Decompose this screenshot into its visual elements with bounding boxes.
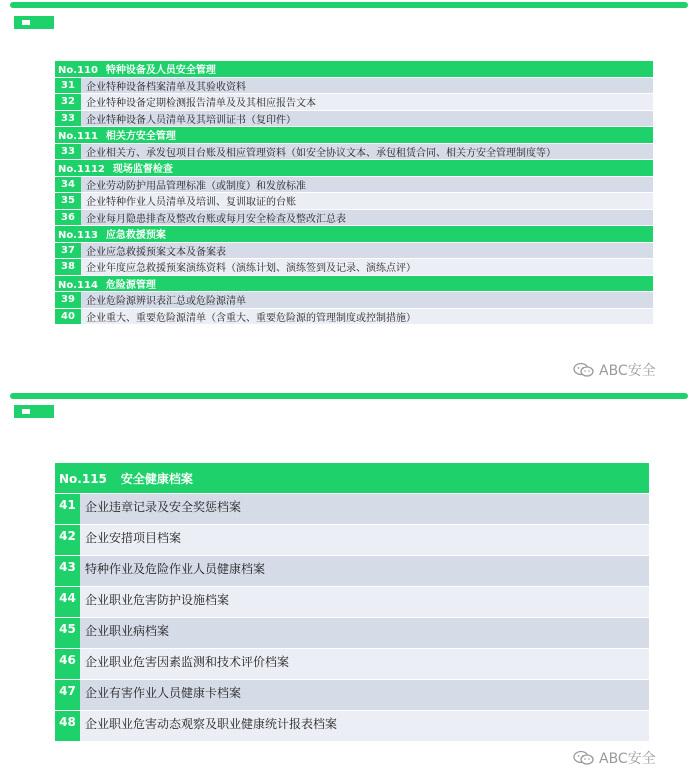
table-row: [55, 193, 653, 209]
item-number: 36: [55, 210, 81, 226]
section-number: No.114: [58, 279, 98, 291]
section-number: No.111: [58, 131, 98, 143]
item-text: 企业职业病档案: [80, 618, 649, 648]
checklist-table-2: [55, 462, 649, 742]
item-text: 企业特种设备人员清单及其培训证书（复印件）: [81, 111, 653, 127]
table-row: [55, 309, 653, 325]
top-green-bar: [10, 2, 688, 8]
table-row: [55, 243, 653, 259]
table-row: [55, 78, 653, 94]
table-row: [55, 525, 649, 555]
item-number: 40: [55, 309, 81, 325]
item-text: 企业危险源辨识表汇总或危险源清单: [81, 292, 653, 308]
item-text: 企业特种作业人员清单及培训、复训取证的台账: [81, 193, 653, 209]
section-header: [55, 127, 653, 143]
item-text: 企业劳动防护用品管理标准（或制度）和发放标准: [81, 177, 653, 193]
wechat-icon: [573, 750, 595, 766]
item-number: 43: [55, 556, 80, 586]
table-row: [55, 618, 649, 648]
item-text: 企业违章记录及安全奖惩档案: [80, 494, 649, 524]
table-row: [55, 556, 649, 586]
item-number: 35: [55, 193, 81, 209]
item-number: 41: [55, 494, 80, 524]
item-number: 44: [55, 587, 80, 617]
item-number: 39: [55, 292, 81, 308]
item-number: 48: [55, 711, 80, 741]
item-text: 企业安措项目档案: [80, 525, 649, 555]
item-text: 企业重大、重要危险源清单（含重大、重要危险源的管理制度或控制措施）: [81, 309, 653, 325]
item-text: 企业年度应急救援预案演练资料（演练计划、演练签到及记录、演练点评）: [81, 259, 653, 275]
section-number: No.115: [59, 471, 107, 486]
section-title: 应急救援预案: [105, 230, 166, 242]
top-green-bar-2: [10, 393, 688, 399]
table-row: [55, 259, 653, 275]
item-number: 38: [55, 259, 81, 275]
item-text: 企业特种设备定期检测报告清单及及其相应报告文本: [81, 94, 653, 110]
section-title: 现场监督检查: [112, 164, 173, 176]
section-header: [55, 226, 653, 242]
item-number: 46: [55, 649, 80, 679]
checklist-table-1: [55, 60, 653, 325]
wechat-icon: [573, 362, 595, 378]
watermark-text: ABC安全: [599, 363, 656, 379]
watermark: [573, 360, 656, 380]
item-number: 37: [55, 243, 81, 259]
section-number: No.1112: [58, 164, 105, 176]
table-row: [55, 680, 649, 710]
item-number: 42: [55, 525, 80, 555]
item-text: 企业职业危害防护设施档案: [80, 587, 649, 617]
item-number: 34: [55, 177, 81, 193]
table-row: [55, 144, 653, 160]
watermark-2: [573, 748, 656, 768]
item-text: 特种作业及危险作业人员健康档案: [80, 556, 649, 586]
table-row: [55, 210, 653, 226]
section-header: [55, 463, 649, 493]
section-title: 相关方安全管理: [105, 131, 176, 143]
section-title: 特种设备及人员安全管理: [105, 65, 216, 77]
section-title: 安全健康档案: [120, 471, 193, 486]
table-row: [55, 94, 653, 110]
table-row: [55, 292, 653, 308]
table-row: [55, 494, 649, 524]
table-row: [55, 111, 653, 127]
table-row: [55, 587, 649, 617]
item-number: 45: [55, 618, 80, 648]
section-header: [55, 61, 653, 77]
table-row: [55, 711, 649, 741]
section-number: No.113: [58, 230, 98, 242]
item-text: 企业职业危害因素监测和技术评价档案: [80, 649, 649, 679]
watermark-text: ABC安全: [599, 751, 656, 767]
item-text: 企业职业危害动态观察及职业健康统计报表档案: [80, 711, 649, 741]
item-number: 33: [55, 111, 81, 127]
table-row: [55, 649, 649, 679]
section-title: 危险源管理: [105, 279, 156, 291]
section-number: No.110: [58, 65, 98, 77]
slide-tag-marker: [14, 16, 54, 29]
item-text: 企业应急救援预案文本及备案表: [81, 243, 653, 259]
section-header: [55, 160, 653, 176]
item-text: 企业特种设备档案清单及其验收资料: [81, 78, 653, 94]
item-number: 32: [55, 94, 81, 110]
item-number: 33: [55, 144, 81, 160]
table-row: [55, 177, 653, 193]
item-number: 47: [55, 680, 80, 710]
item-text: 企业每月隐患排查及整改台账或每月安全检查及整改汇总表: [81, 210, 653, 226]
section-header: [55, 276, 653, 292]
item-number: 31: [55, 78, 81, 94]
slide-tag-marker-2: [14, 405, 54, 418]
item-text: 企业有害作业人员健康卡档案: [80, 680, 649, 710]
item-text: 企业相关方、承发包项目台账及相应管理资料（如安全协议文本、承包租赁合同、相关方安全管理制度等）: [81, 144, 653, 160]
